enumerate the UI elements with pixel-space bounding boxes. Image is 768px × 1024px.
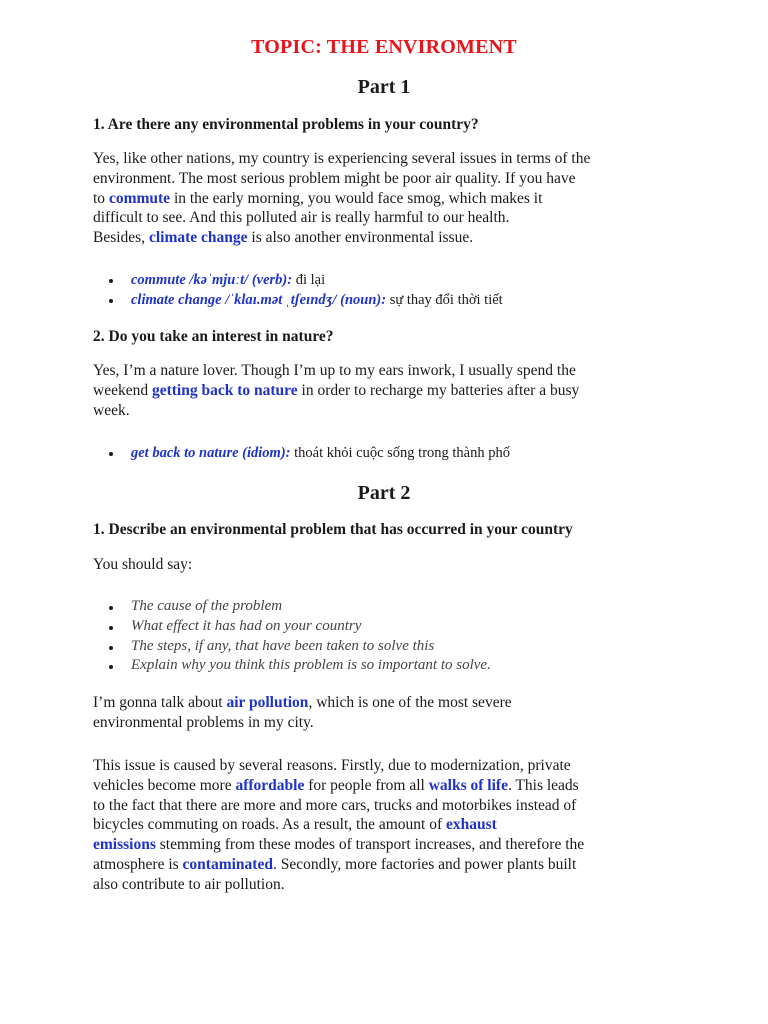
text-line xyxy=(93,815,693,835)
keyword-affordable: affordable xyxy=(235,776,305,794)
part2-hint-list xyxy=(93,597,491,676)
part2-intro xyxy=(93,693,693,733)
text-segment: in the early morning, you would face smog, which makes it xyxy=(170,189,543,207)
text-line xyxy=(93,381,693,401)
part1-heading: Part 1 xyxy=(357,76,411,98)
text-line xyxy=(93,693,693,713)
part1-question-2: 2. Do you take an interest in nature? xyxy=(93,328,334,345)
text-segment: bicycles commuting on roads. As a result, the amount of xyxy=(93,816,446,834)
text-line: week. xyxy=(93,401,130,419)
text-line xyxy=(93,835,693,855)
part2-prompt: You should say: xyxy=(93,556,193,573)
vocab-separator: : xyxy=(287,272,293,288)
keyword-air-pollution: air pollution xyxy=(226,694,309,711)
keyword-exhaust: exhaust xyxy=(446,816,497,834)
text-segment: to xyxy=(93,189,109,207)
text-segment: is also another environmental issue. xyxy=(247,229,474,247)
vocab-item xyxy=(93,443,510,463)
keyword-walks-of-life: walks of life xyxy=(428,776,508,794)
text-segment: in order to recharge my batteries after a busy xyxy=(297,381,580,399)
text-line: Yes, I’m a nature lover. Though I’m up to my ears inwork, I usually spend the xyxy=(93,362,576,379)
vocab-term: climate change /ˈklaɪ.mət ˌtʃeɪndʒ/ (noun) xyxy=(131,292,382,308)
vocab-item xyxy=(93,270,503,290)
text-segment: . Secondly, more factories and power plants built xyxy=(272,855,577,873)
vocab-separator: : xyxy=(381,292,387,308)
keyword-getting-back-to-nature: getting back to nature xyxy=(151,381,298,399)
hint-item: What effect it has had on your country xyxy=(93,617,491,637)
part1-answer-2 xyxy=(93,361,693,420)
text-line xyxy=(93,855,693,875)
text-line: environment. The most serious problem might be poor air quality. If you have xyxy=(93,169,576,187)
vocab-meaning: sự thay đổi thời tiết xyxy=(386,292,503,308)
text-segment: Besides, xyxy=(93,229,149,247)
hint-item: Explain why you think this problem is so important to solve. xyxy=(93,656,491,676)
text-segment: , which is one of the most severe xyxy=(308,694,512,711)
part2-heading: Part 2 xyxy=(357,482,411,504)
keyword-climate-change: climate change xyxy=(148,229,248,247)
text-line xyxy=(93,189,693,209)
keyword-emissions: emissions xyxy=(93,836,156,854)
part2-question-1: 1. Describe an environmental problem that has occurred in your country xyxy=(93,521,573,538)
keyword-commute: commute xyxy=(108,189,171,207)
text-segment: vehicles become more xyxy=(93,776,236,794)
text-line: This issue is caused by several reasons. Firstly, due to modernization, private xyxy=(93,757,571,774)
text-line: environmental problems in my city. xyxy=(93,713,314,731)
text-line: also contribute to air pollution. xyxy=(93,875,285,893)
hint-item: The steps, if any, that have been taken to solve this xyxy=(93,637,491,657)
part1-question-1: 1. Are there any environmental problems in your country? xyxy=(93,116,479,133)
vocab-meaning: đi lại xyxy=(292,272,326,288)
text-line: difficult to see. And this polluted air is really harmful to our health. xyxy=(93,209,510,227)
hint-item: The cause of the problem xyxy=(93,597,491,617)
vocab-item xyxy=(93,290,503,310)
text-line: Yes, like other nations, my country is experiencing several issues in terms of the xyxy=(93,150,591,167)
vocab-term: get back to nature (idiom) xyxy=(131,445,286,461)
text-line: to the fact that there are more and more cars, trucks and motorbikes instead of xyxy=(93,796,577,814)
text-line xyxy=(93,228,693,248)
text-segment: weekend xyxy=(93,381,152,399)
text-segment: stemming from these modes of transport increases, and therefore the xyxy=(155,836,585,854)
text-segment: . This leads xyxy=(507,776,579,794)
text-segment: for people from all xyxy=(304,776,429,794)
vocab-term: commute /kəˈmjuːt/ (verb) xyxy=(131,272,288,288)
part1-vocab-list-2 xyxy=(93,443,510,463)
vocab-meaning: thoát khỏi cuộc sống trong thành phố xyxy=(290,445,510,461)
part1-answer-1 xyxy=(93,149,693,248)
keyword-contaminated: contaminated xyxy=(182,855,273,873)
part1-vocab-list-1 xyxy=(93,270,503,310)
document-title: TOPIC: THE ENVIROMENT xyxy=(251,36,517,58)
vocab-separator: : xyxy=(285,445,291,461)
text-segment: atmosphere is xyxy=(93,855,183,873)
text-segment: I’m gonna talk about xyxy=(93,694,227,711)
text-line xyxy=(93,776,693,796)
part2-body xyxy=(93,756,693,895)
